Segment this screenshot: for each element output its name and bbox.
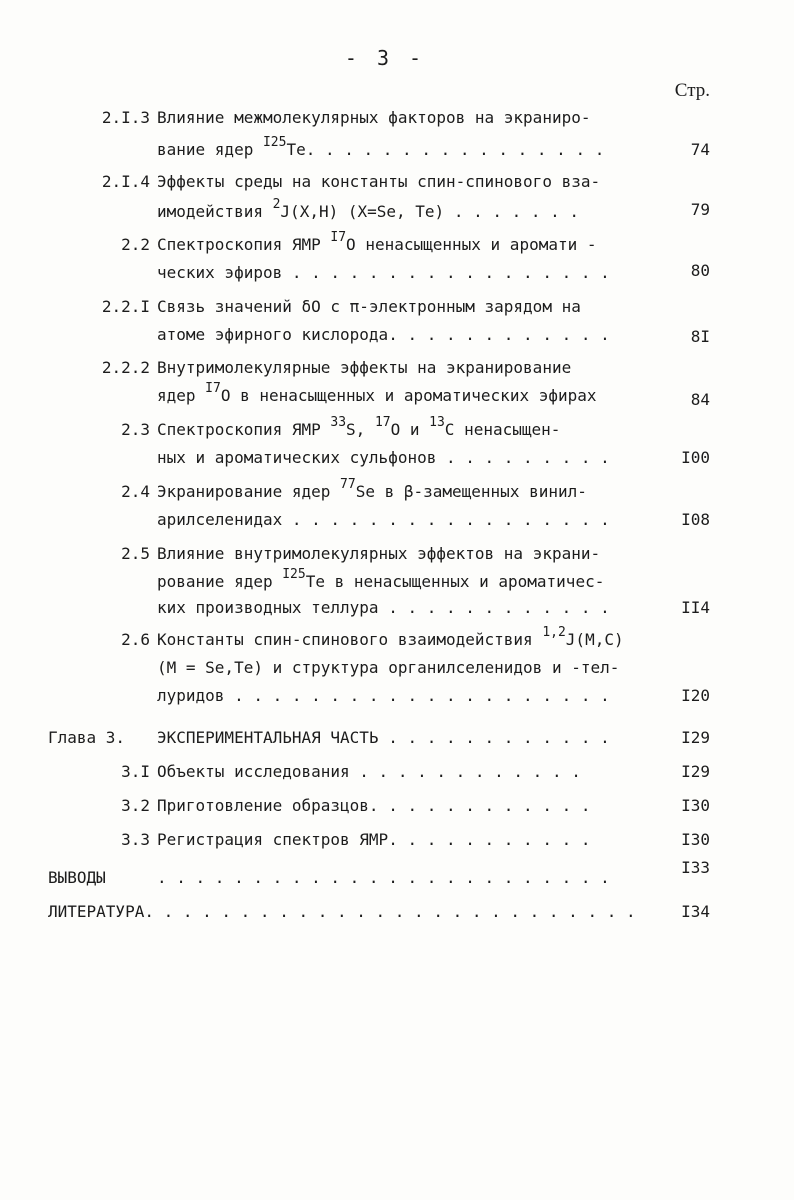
- toc-page: I08: [681, 510, 710, 529]
- toc-page: I30: [681, 796, 710, 815]
- toc-number: 2.4: [121, 482, 150, 501]
- toc-title: Приготовление образцов. . . . . . . . . . . .: [157, 796, 591, 815]
- pages-column-header: Стр.: [674, 80, 710, 101]
- toc-page: I20: [681, 686, 710, 705]
- toc-number: 2.3: [121, 420, 150, 439]
- toc-entry-3-2[interactable]: [0, 796, 794, 824]
- toc-entry-2-2-1[interactable]: 2.2.I Связь значений δO с π-электронным зарядом на атоме эфирного кислорода. . . . . . . . . . . . 8I: [0, 297, 794, 357]
- toc-page: I00: [681, 448, 710, 467]
- toc-page: 8I: [690, 327, 710, 346]
- toc-number: 2.I.3: [101, 108, 150, 127]
- toc-entry-2-6[interactable]: 2.6 Константы спин-спинового взаимодействия $^{1,2}$J(M,C) (M = Se,Te) и структура органилселенидов и -тел- луридов . . . . . . . . . . . . . . . . . . . . I20: [0, 630, 794, 710]
- toc-title: Объекты исследования . . . . . . . . . . . .: [157, 762, 581, 781]
- toc-page: I30: [681, 830, 710, 849]
- toc-number: 2.I.4: [101, 172, 150, 191]
- toc-entry-2-1-4[interactable]: 2.I.4 Эффекты среды на константы спин-спинового вза- имодействия $^2$J(X,H) (X=Se, Te) . . . . . . . 79: [0, 172, 794, 232]
- toc-entry-2-5[interactable]: 2.5 Влияние внутримолекулярных эффектов на экрани- рование ядер $^{I25}$Te в ненасыщенных и ароматичес- ких производных теллура . . . . . . . . . . . . II4: [0, 544, 794, 624]
- toc-page: II4: [681, 598, 710, 617]
- toc-page: I29: [681, 728, 710, 747]
- toc-page: 74: [690, 140, 710, 159]
- toc-entry-2-2-2[interactable]: 2.2.2 Внутримолекулярные эффекты на экранирование ядер $^{I7}$O в ненасыщенных и ароматических эфирах 84: [0, 358, 794, 418]
- conclusions-dots: . . . . . . . . . . . . . . . . . . . . . . . .: [157, 868, 610, 887]
- chapter-label: Глава 3.: [48, 728, 126, 747]
- toc-conclusions[interactable]: [0, 858, 794, 898]
- toc-entry-2-1-3[interactable]: 2.I.3 Влияние межмолекулярных факторов на экраниро- вание ядер $^{I25}$Te. . . . . . . . . . . . . . . . 74: [0, 108, 794, 168]
- toc-chapter-3[interactable]: [0, 728, 794, 756]
- toc-references[interactable]: [0, 902, 794, 930]
- toc-entry-2-2[interactable]: 2.2 Спектроскопия ЯМР $^{I7}$O ненасыщенных и аромати - ческих эфиров . . . . . . . . . . . . . . . . . 80: [0, 235, 794, 295]
- toc-page: I34: [681, 902, 710, 921]
- conclusions-label: ВЫВОДЫ: [48, 868, 106, 887]
- toc-number: 2.5: [121, 544, 150, 563]
- references-label: ЛИТЕРАТУРА. . . . . . . . . . . . . . . . . . . . . . . . . .: [48, 902, 636, 921]
- toc-page: 79: [690, 200, 710, 219]
- toc-number: 2.2.2: [101, 358, 150, 377]
- toc-number: 2.2.I: [101, 297, 150, 316]
- toc-entry-2-4[interactable]: 2.4 Экранирование ядер $^{77}$Se в β-замещенных винил- арилселенидах . . . . . . . . . . . . . . . . . I08: [0, 482, 794, 542]
- page-number: - 3 -: [344, 46, 426, 70]
- toc-number: 3.I: [121, 762, 150, 781]
- toc-page: I33: [681, 858, 710, 877]
- chapter-title: ЭКСПЕРИМЕНТАЛЬНАЯ ЧАСТЬ . . . . . . . . . . . .: [157, 728, 610, 747]
- toc-number: 2.6: [121, 630, 150, 649]
- toc-page: 84: [690, 390, 710, 409]
- toc-page: I29: [681, 762, 710, 781]
- toc-number: 3.2: [121, 796, 150, 815]
- toc-number: 2.2: [121, 235, 150, 254]
- toc-entry-3-1[interactable]: [0, 762, 794, 790]
- toc-page: 80: [690, 261, 710, 280]
- toc-number: 3.3: [121, 830, 150, 849]
- toc-entry-2-3[interactable]: 2.3 Спектроскопия ЯМР $^{33}$S, $^{17}$O и $^{13}$C ненасыщен- ных и ароматических сульфонов . . . . . . . . . I00: [0, 420, 794, 480]
- toc-entry-3-3[interactable]: [0, 830, 794, 858]
- toc-title: Регистрация спектров ЯМР. . . . . . . . . . .: [157, 830, 591, 849]
